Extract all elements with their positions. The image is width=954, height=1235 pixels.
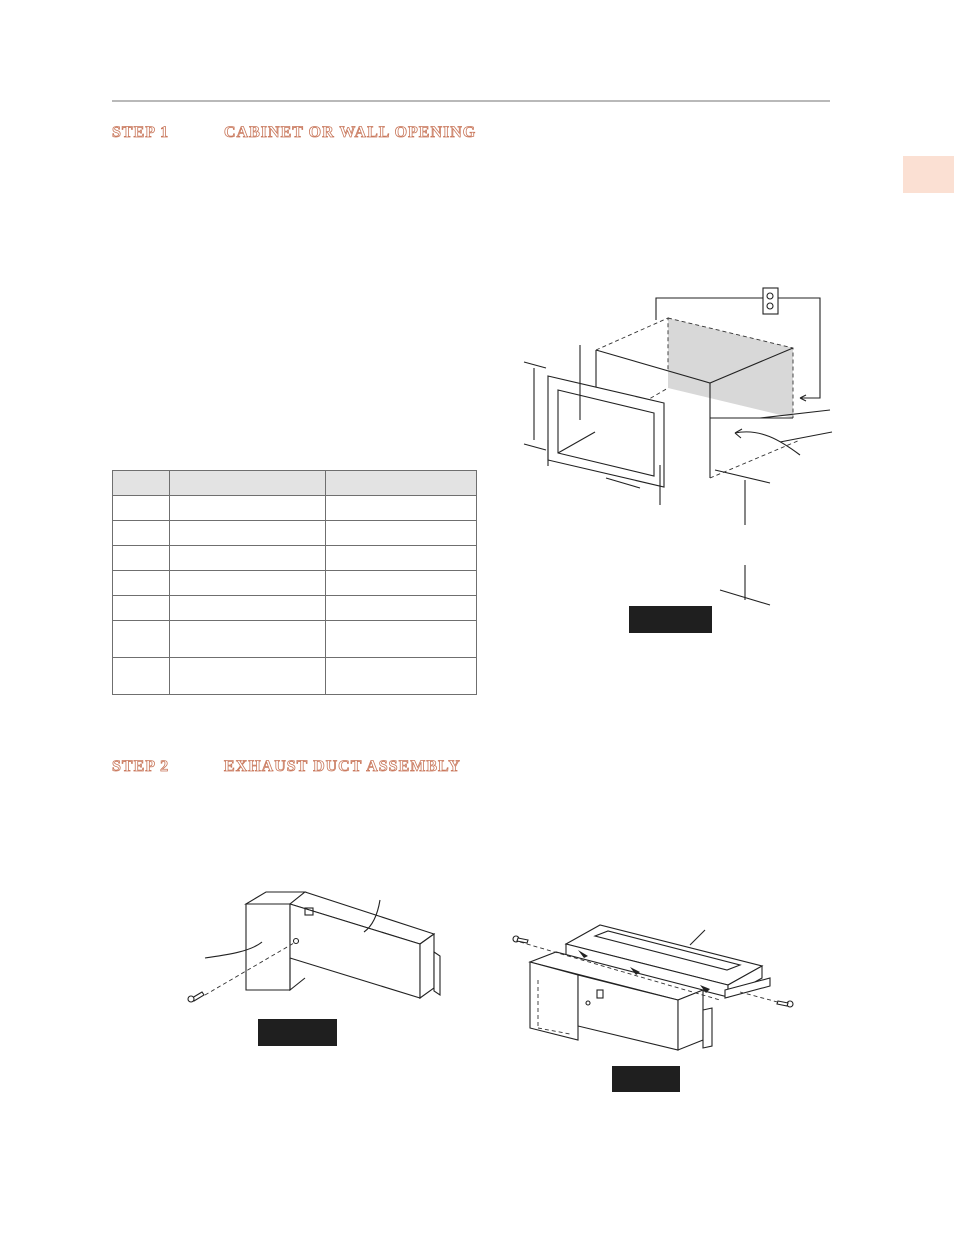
step2-number: STEP 2 [112,758,170,775]
screw-icon [513,936,528,943]
step2-title: EXHAUST DUCT ASSEMBLY [224,758,461,775]
step1-number: STEP 1 [112,124,170,141]
screw-icon [777,1001,793,1007]
figure-label-3 [612,1066,680,1092]
step1-title: CABINET OR WALL OPENING [224,124,477,141]
